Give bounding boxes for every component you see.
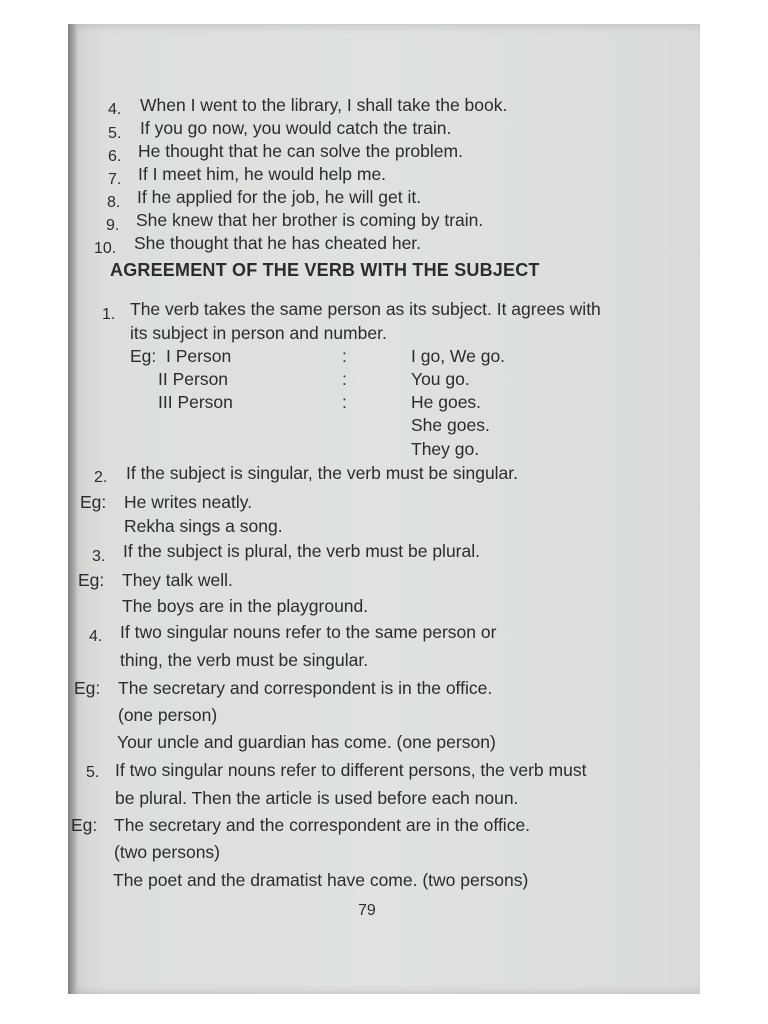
- eg-label: Eg:: [74, 678, 101, 698]
- rule-text: its subject in person and number.: [130, 323, 387, 343]
- book-spine-shadow: [68, 24, 76, 994]
- book-page: [68, 24, 700, 994]
- example-text: (one person): [118, 705, 218, 725]
- separator: :: [342, 346, 347, 366]
- person-label: III Person: [158, 392, 233, 412]
- rule-text: The verb takes the same person as its subject. It agrees with: [130, 299, 601, 319]
- list-item: If he applied for the job, he will get it.: [137, 187, 422, 207]
- rule-text: If the subject is singular, the verb must be singular.: [126, 463, 519, 483]
- list-number: 7.: [108, 171, 122, 188]
- rule-text: If two singular nouns refer to the same person or: [120, 622, 497, 642]
- rule-number: 2.: [94, 469, 108, 486]
- rule-text: be plural. Then the article is used before each noun.: [115, 788, 519, 808]
- example-text: The boys are in the playground.: [122, 596, 369, 616]
- page-number: 79: [358, 902, 376, 919]
- separator: :: [342, 392, 347, 412]
- example-text: They talk well.: [122, 570, 233, 590]
- list-item: She knew that her brother is coming by train.: [136, 210, 484, 230]
- example-text: He writes neatly.: [124, 492, 253, 512]
- example-text: Rekha sings a song.: [124, 516, 283, 536]
- separator: :: [342, 369, 347, 389]
- rule-text: thing, the verb must be singular.: [120, 650, 369, 670]
- person-example: I go, We go.: [411, 346, 506, 366]
- list-number: 8.: [107, 194, 121, 211]
- person-example: She goes.: [411, 415, 490, 435]
- rule-text: If two singular nouns refer to different persons, the verb must: [115, 760, 587, 780]
- list-number: 10.: [94, 240, 117, 257]
- rule-number: 1.: [102, 306, 116, 323]
- eg-label: Eg:: [80, 492, 107, 512]
- rule-number: 3.: [92, 548, 106, 565]
- rule-number: 5.: [86, 764, 100, 781]
- list-item: If you go now, you would catch the train.: [140, 118, 452, 138]
- eg-label: Eg:: [130, 346, 157, 366]
- section-heading: AGREEMENT OF THE VERB WITH THE SUBJECT: [110, 260, 540, 280]
- eg-label: Eg:: [71, 815, 98, 835]
- list-item: She thought that he has cheated her.: [134, 233, 422, 253]
- example-text: The poet and the dramatist have come. (two persons): [113, 870, 529, 890]
- example-text: The secretary and the correspondent are in the office.: [114, 815, 531, 835]
- list-item: When I went to the library, I shall take the book.: [140, 95, 508, 115]
- rule-text: If the subject is plural, the verb must be plural.: [123, 541, 480, 561]
- person-example: He goes.: [411, 392, 482, 412]
- list-number: 6.: [108, 148, 122, 165]
- list-number: 4.: [108, 101, 122, 118]
- example-text: The secretary and correspondent is in the office.: [118, 678, 493, 698]
- example-text: Your uncle and guardian has come. (one person): [117, 732, 496, 752]
- rule-number: 4.: [89, 628, 103, 645]
- list-item: He thought that he can solve the problem.: [138, 141, 463, 161]
- person-example: They go.: [411, 439, 480, 459]
- example-text: (two persons): [114, 842, 221, 862]
- list-item: If I meet him, he would help me.: [138, 164, 387, 184]
- person-label: II Person: [158, 369, 229, 389]
- list-number: 9.: [106, 217, 120, 234]
- person-label: I Person: [166, 346, 232, 366]
- person-example: You go.: [411, 369, 470, 389]
- eg-label: Eg:: [78, 570, 105, 590]
- list-number: 5.: [108, 125, 122, 142]
